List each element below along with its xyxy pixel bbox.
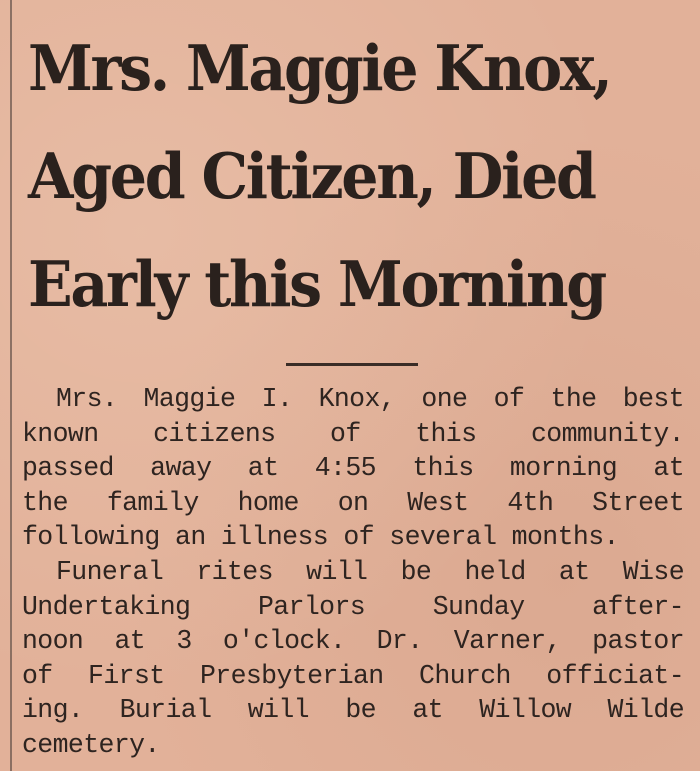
headline-divider: [286, 363, 418, 366]
paragraph-1-line: following an illness of several months.: [22, 522, 619, 553]
paragraph-2-line: ing. Burial will be at Willow Wilde: [22, 695, 684, 726]
paragraph-1-line: known citizens of this community.: [22, 418, 684, 449]
headline-line: Aged Citizen, Died: [28, 139, 595, 213]
column-rule: [10, 0, 12, 771]
paragraph-2-line: Funeral rites will be held at Wise: [56, 556, 684, 587]
paragraph-1-line: Mrs. Maggie I. Knox, one of the best: [56, 384, 684, 414]
paragraph-1-line: the family home on West 4th Street: [22, 487, 684, 518]
headline-line: Mrs. Maggie Knox,: [28, 31, 611, 105]
paragraph-1-line: passed away at 4:55 this morning at: [22, 453, 684, 484]
paragraph-2-line: of First Presbyterian Church officiat-: [22, 660, 684, 691]
paragraph-2-line: noon at 3 o'clock. Dr. Varner, pastor: [22, 626, 684, 657]
article-body: [22, 382, 684, 763]
headline: [28, 14, 642, 338]
headline-line: Early this Morning: [28, 247, 605, 321]
paragraph-2-line: cemetery.: [22, 729, 160, 760]
paragraph-2-line: Undertaking Parlors Sunday after-: [22, 591, 684, 622]
